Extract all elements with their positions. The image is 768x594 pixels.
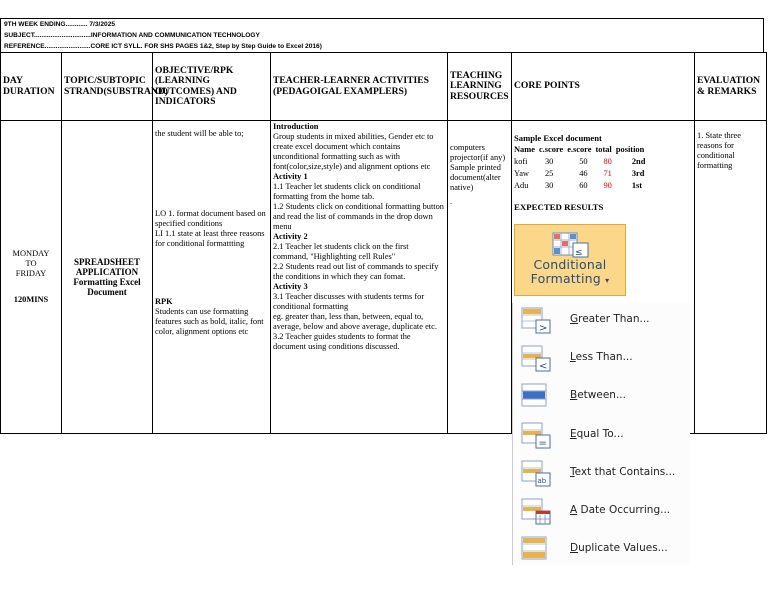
equal-to-icon xyxy=(521,422,553,450)
sample-header-escore: e.score xyxy=(567,145,592,154)
sample-cscore: 30 xyxy=(544,181,554,190)
week-ending-line: 9TH WEEK ENDING............ 7/3/2025 xyxy=(4,21,116,28)
lesson-header xyxy=(0,18,764,52)
rpk-text: Students can use formatting features such as bold, italic, font color, alignment options etc xyxy=(155,307,264,336)
svg-text:≤: ≤ xyxy=(575,248,583,258)
subtopic-text: Formatting Excel Document xyxy=(73,277,141,297)
evaluation-header: EVALUATION & REMARKS xyxy=(695,53,767,121)
activity-1-2: 1.2 Students click on conditional formatting button and read the list of commands in the drop down menu xyxy=(273,202,444,231)
conditional-formatting-menu xyxy=(512,303,690,565)
sample-name: Yaw xyxy=(514,169,529,178)
date-occurring-icon xyxy=(521,498,553,526)
activity-3-2: 3.2 Teacher guides students to format the document using conditions discussed. xyxy=(273,332,411,351)
svg-text:>: > xyxy=(539,323,548,334)
expected-results-title: EXPECTED RESULTS xyxy=(514,202,604,212)
sample-header-cscore: c.score xyxy=(538,145,564,154)
menu-item-between[interactable] xyxy=(521,381,689,413)
resources-text: computers projector(if any) Sample printed document(alter native) xyxy=(450,143,506,192)
activities-cell xyxy=(271,121,448,434)
cf-label-line1: Conditional xyxy=(533,257,607,272)
sample-escore: 60 xyxy=(579,181,588,190)
greater-than-icon xyxy=(521,307,553,335)
sample-excel-table xyxy=(512,144,647,192)
menu-label: Date Occurring... xyxy=(577,504,671,516)
menu-label: etween... xyxy=(577,389,626,401)
day-cell xyxy=(1,121,62,434)
topic-text: SPREADSHEET APPLICATION xyxy=(73,257,141,277)
activities-header: TEACHER-LEARNER ACTIVITIES (PEDAGOIGAL EXAMPLERS) xyxy=(271,53,448,121)
objective-header: OBJECTIVE/RPK (LEARNING OUTCOMES) AND INDICATORS xyxy=(153,53,271,121)
menu-key: G xyxy=(570,313,579,325)
table-header-row xyxy=(1,53,767,121)
sample-header-name: Name xyxy=(514,145,535,154)
activity-2-2: 2.2 Students read out list of commands to specify the conditions in which they can fomat. xyxy=(273,262,439,281)
activity-3-title: Activity 3 xyxy=(273,282,308,291)
cf-label-line2-wrap xyxy=(515,272,625,288)
objective-intro: the student will be able to; xyxy=(155,129,244,138)
activity-1-1: 1.1 Teacher let students click on conditional formatting from the home tab. xyxy=(273,182,421,201)
sample-header-total: total xyxy=(595,145,612,154)
menu-key: A xyxy=(570,504,578,516)
sample-escore: 50 xyxy=(579,157,588,166)
table-row xyxy=(512,156,647,168)
topic-cell xyxy=(62,121,153,434)
objective-cell xyxy=(153,121,271,434)
menu-label: ess Than... xyxy=(575,351,633,363)
table-row xyxy=(512,180,647,192)
sample-cscore: 30 xyxy=(544,157,554,166)
day-text: MONDAY TO FRIDAY xyxy=(12,249,50,278)
sample-total: 80 xyxy=(603,157,612,166)
core-points-header: CORE POINTS xyxy=(512,53,695,121)
menu-label: ext that Contains... xyxy=(574,466,676,478)
sample-document-title: Sample Excel document xyxy=(514,133,602,143)
duplicate-values-icon xyxy=(521,536,553,564)
day-duration-header: DAY DURATION xyxy=(1,53,62,121)
introduction-title: Introduction xyxy=(273,122,319,131)
introduction-text: Group students in mixed abilities, Gender etc to create excel document which contains unconditional formatting such as with font(color,size,style) and alignment options etc xyxy=(273,132,434,171)
svg-text:ab: ab xyxy=(537,477,547,485)
menu-item-duplicate-values[interactable] xyxy=(521,534,689,566)
svg-text:=: = xyxy=(538,438,547,449)
topic-header: TOPIC/SUBTOPIC STRAND(SUBSTRAND) xyxy=(62,53,153,121)
table-row xyxy=(512,168,647,180)
sample-total: 90 xyxy=(603,181,612,190)
menu-item-text-contains[interactable] xyxy=(521,458,689,490)
rpk-title: RPK xyxy=(155,297,173,306)
menu-key: B xyxy=(570,389,578,401)
evaluation-text: 1. State three reasons for conditional formatting xyxy=(697,131,741,170)
sample-position: 1st xyxy=(631,181,643,190)
cf-label-line2: Formatting xyxy=(530,271,601,286)
menu-key: L xyxy=(570,351,576,363)
activity-3-1: 3.1 Teacher discusses with students terms for conditional formatting xyxy=(273,292,425,311)
conditional-formatting-button[interactable] xyxy=(514,224,626,296)
sample-header-position: position xyxy=(615,145,645,154)
menu-item-equal-to[interactable] xyxy=(521,420,689,452)
text-contains-icon xyxy=(521,460,553,488)
conditional-formatting-icon xyxy=(551,231,591,259)
chevron-down-icon: ▾ xyxy=(605,276,610,285)
activity-1-title: Activity 1 xyxy=(273,172,308,181)
svg-text:<: < xyxy=(539,361,548,372)
activity-2-1: 2.1 Teacher let students click on the first command, "Highlighting cell Rules" xyxy=(273,242,409,261)
menu-label: reater Than... xyxy=(578,313,650,325)
activity-2-title: Activity 2 xyxy=(273,232,308,241)
sample-total: 71 xyxy=(603,169,612,178)
menu-label: uplicate Values... xyxy=(578,542,668,554)
menu-key: D xyxy=(570,542,579,554)
sample-position: 3rd xyxy=(631,169,645,178)
menu-item-date-occurring[interactable] xyxy=(521,496,689,528)
sample-header-row xyxy=(512,144,647,156)
learning-indicator: LI 1.1 state at least three reasons for conditional formattting xyxy=(155,229,265,248)
sample-position: 2nd xyxy=(631,157,646,166)
menu-label: qual To... xyxy=(576,428,624,440)
less-than-icon xyxy=(521,345,553,373)
resources-header: TEACHING LEARNING RESOURCES xyxy=(448,53,512,121)
between-icon xyxy=(521,383,553,411)
evaluation-cell xyxy=(695,121,767,434)
menu-item-less-than[interactable] xyxy=(521,343,689,375)
sample-name: Adu xyxy=(514,181,529,190)
menu-key: T xyxy=(570,466,575,478)
reference-line: REFERENCE.........................CORE ICT SYLL. FOR SHS PAGES 1&2, Step by Step Guide to Excel 2016) xyxy=(4,43,322,50)
sample-name: kofi xyxy=(514,157,528,166)
subject-line: SUBJECT...............................INFORMATION AND COMMUNICATION TECHNOLOGY xyxy=(4,32,260,39)
menu-item-greater-than[interactable] xyxy=(521,305,689,337)
resources-cell xyxy=(448,121,512,434)
duration-text: 120MINS xyxy=(13,295,49,304)
learning-outcome: LO 1. format document based on specified conditions xyxy=(155,209,266,228)
menu-key: E xyxy=(570,428,577,440)
resources-dot: . xyxy=(450,197,453,206)
activity-3-example: eg. greater than, less than, between, equal to, average, below and above average, duplicate etc. xyxy=(273,312,437,331)
sample-cscore: 25 xyxy=(544,169,554,178)
sample-escore: 46 xyxy=(579,169,588,178)
